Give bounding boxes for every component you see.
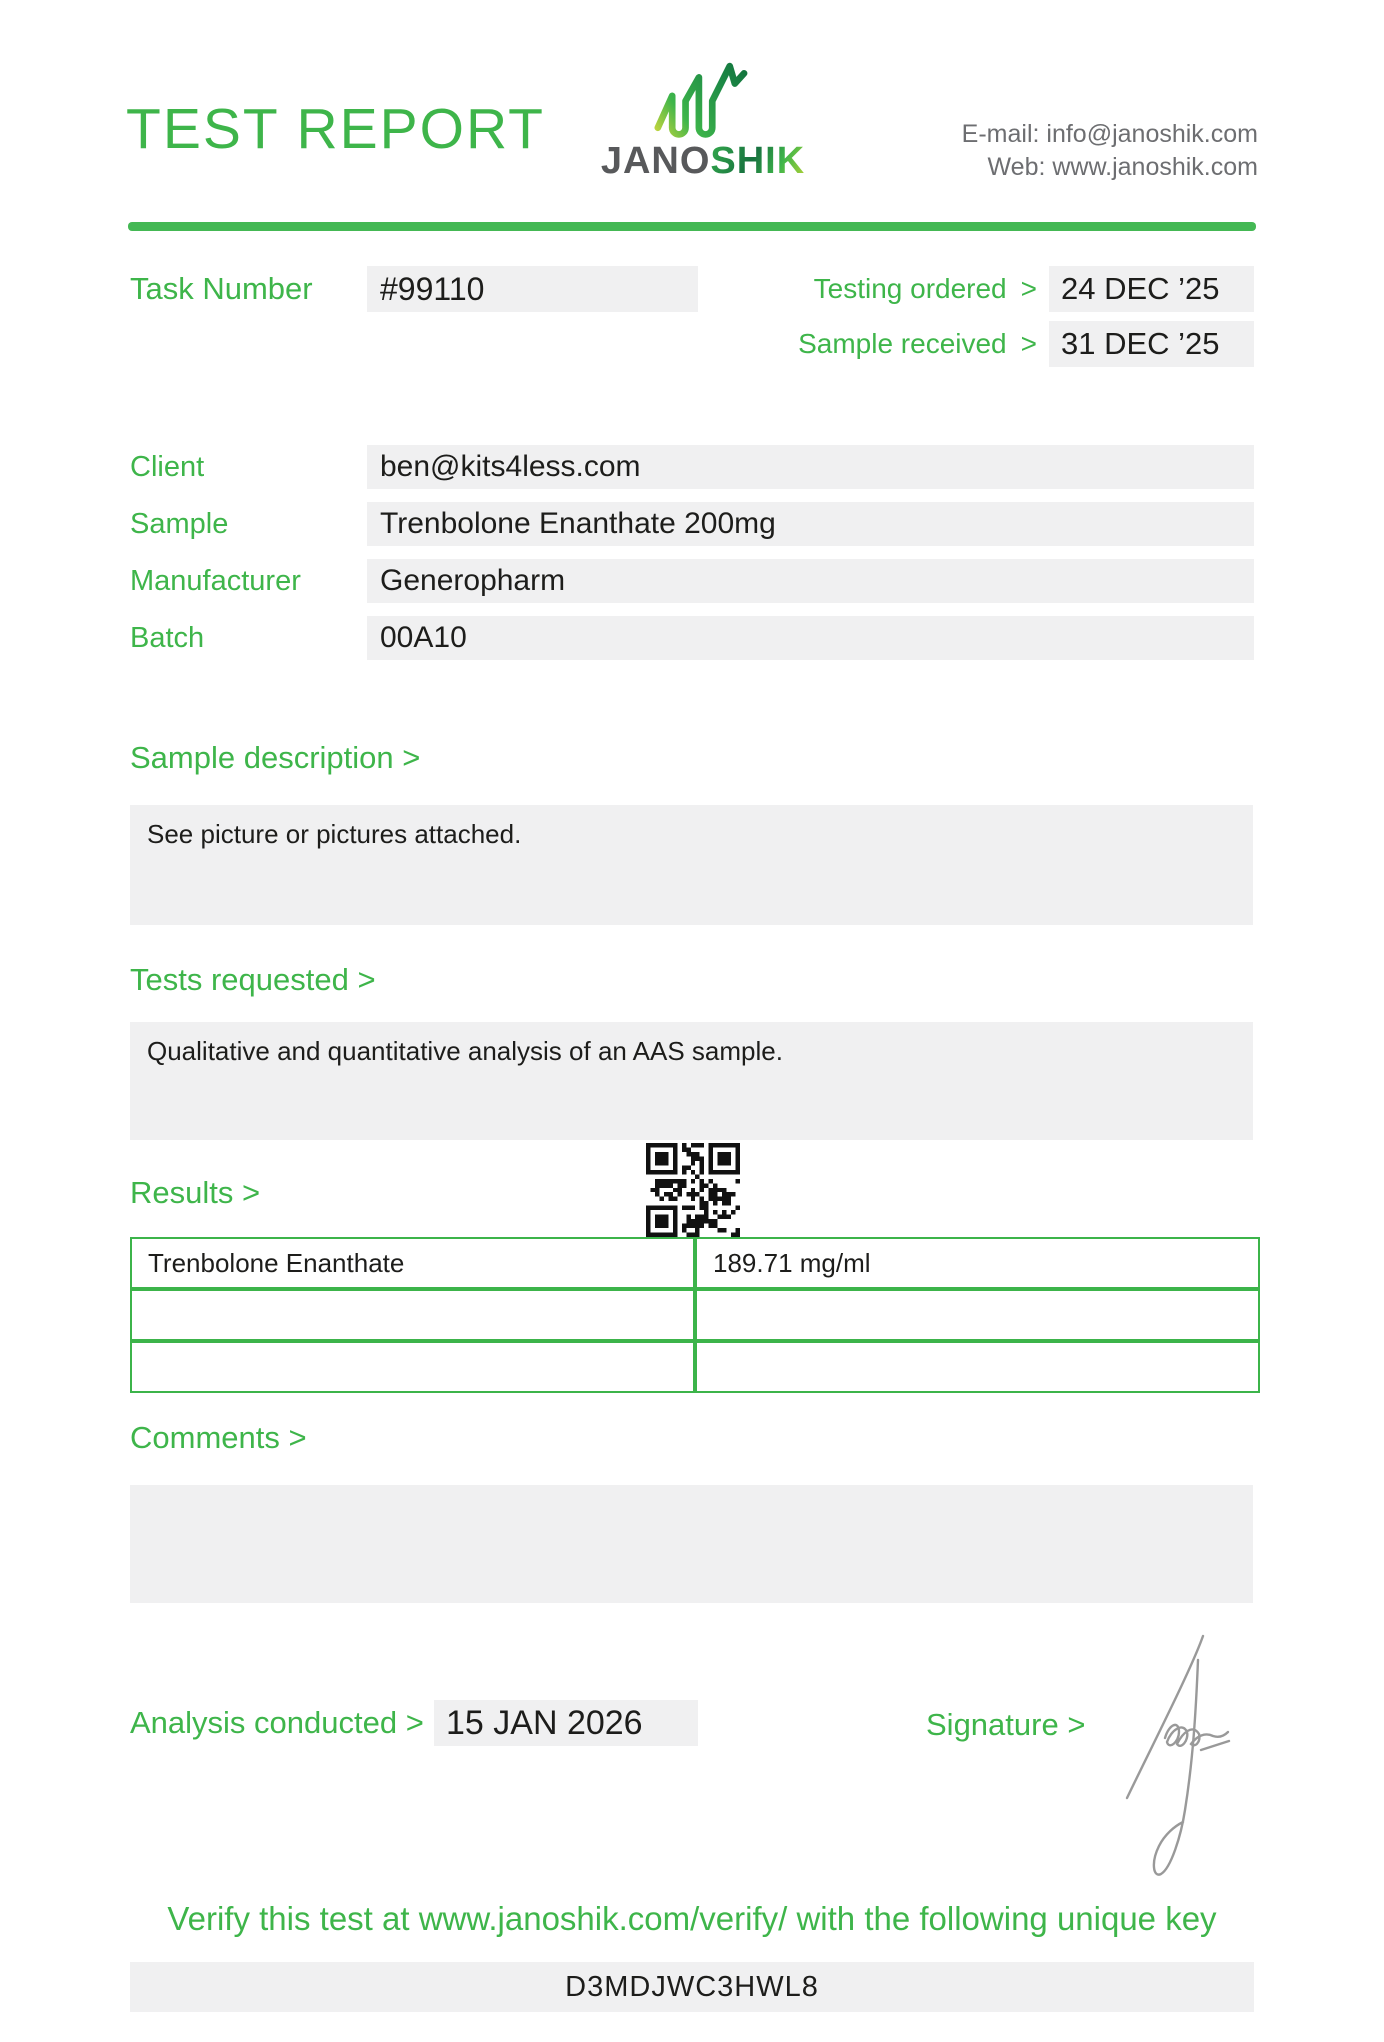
batch-value: 00A10: [367, 616, 1254, 660]
sample-received-value: 31 DEC ’25: [1049, 321, 1254, 367]
manufacturer-value: Generopharm: [367, 559, 1254, 603]
result-analyte-cell: [130, 1289, 695, 1341]
logo-text: [588, 140, 818, 183]
signature-image: [1105, 1628, 1235, 1890]
batch-label: Batch: [130, 622, 205, 654]
logo-text-shik: SHIK: [710, 140, 806, 182]
detail-row-sample: [130, 502, 1254, 546]
tests-requested-heading: Tests requested >: [130, 962, 376, 997]
chart-growth-icon: [651, 62, 755, 138]
client-label: Client: [130, 451, 205, 483]
sample-label: Sample: [130, 508, 229, 540]
page-title: TEST REPORT: [126, 97, 545, 161]
detail-row-batch: [130, 616, 1254, 660]
table-row: [130, 1237, 1260, 1289]
sample-details: [130, 445, 1254, 673]
result-value-cell: [695, 1341, 1260, 1393]
task-number-label: Task Number: [130, 271, 313, 306]
testing-ordered-row: [780, 266, 1254, 312]
results-table: [130, 1237, 1260, 1393]
client-value: ben@kits4less.com: [367, 445, 1254, 489]
table-row: [130, 1341, 1260, 1393]
detail-row-client: [130, 445, 1254, 489]
result-value-cell: [695, 1289, 1260, 1341]
sample-received-row: [780, 321, 1254, 367]
sample-description-heading: Sample description >: [130, 740, 421, 775]
analysis-conducted-value: 15 JAN 2026: [434, 1700, 698, 1746]
header-divider: [128, 222, 1256, 231]
tests-requested-box: Qualitative and quantitative analysis of an AAS sample.: [130, 1022, 1253, 1140]
unique-key: D3MDJWC3HWL8: [130, 1962, 1254, 2012]
verify-instruction: Verify this test at www.janoshik.com/verify/ with the following unique key: [167, 1900, 1217, 1937]
table-row: [130, 1289, 1260, 1341]
manufacturer-label: Manufacturer: [130, 565, 301, 597]
email-line: E-mail: info@janoshik.com: [961, 120, 1258, 148]
signature-label: Signature >: [926, 1707, 1086, 1742]
sample-value: Trenbolone Enanthate 200mg: [367, 502, 1254, 546]
qr-code: [646, 1143, 740, 1237]
comments-box: [130, 1485, 1253, 1603]
logo-text-jano: JANO: [600, 140, 711, 182]
arrow-glyph: >: [1020, 328, 1037, 359]
sample-received-label: Sample received: [798, 328, 1007, 359]
result-analyte-cell: [130, 1341, 695, 1393]
testing-ordered-label: Testing ordered: [813, 273, 1007, 304]
sample-description-box: See picture or pictures attached.: [130, 805, 1253, 925]
result-value-cell: 189.71 mg/ml: [695, 1237, 1260, 1289]
results-heading: Results >: [130, 1175, 261, 1210]
janoshik-logo: [588, 62, 818, 183]
contact-info: [962, 118, 1258, 184]
arrow-glyph: >: [1020, 273, 1037, 304]
analysis-conducted-label: Analysis conducted >: [130, 1705, 424, 1740]
web-line: Web: www.janoshik.com: [987, 153, 1258, 181]
comments-heading: Comments >: [130, 1420, 307, 1455]
detail-row-manufacturer: [130, 559, 1254, 603]
result-analyte-cell: Trenbolone Enanthate: [130, 1237, 695, 1289]
task-number-value: #99110: [367, 266, 698, 312]
testing-ordered-value: 24 DEC ’25: [1049, 266, 1254, 312]
